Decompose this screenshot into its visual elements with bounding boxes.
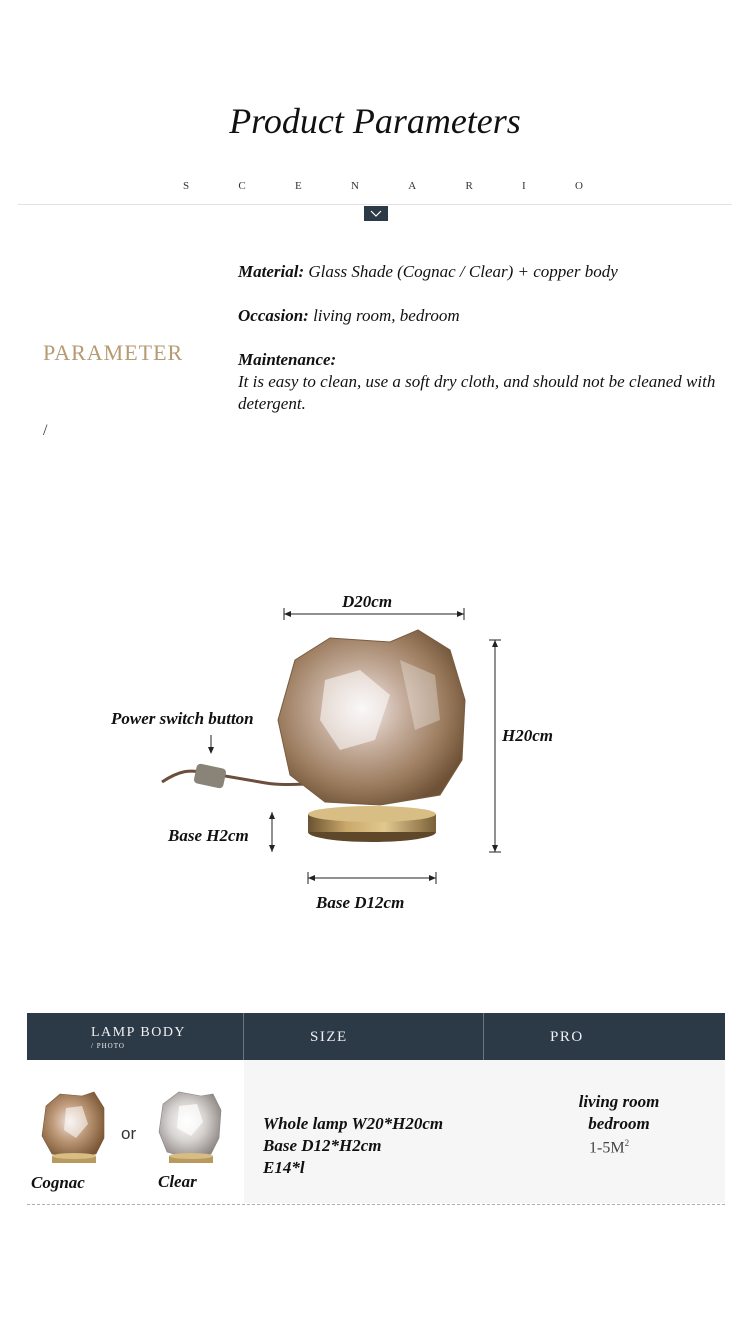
maintenance-label: Maintenance:	[238, 350, 337, 369]
maintenance-spec	[238, 349, 750, 415]
occasion-label: Occasion:	[238, 306, 309, 325]
column-divider	[483, 1013, 484, 1060]
or-separator: or	[121, 1124, 137, 1143]
clear-label: Clear	[158, 1172, 197, 1191]
room-list	[560, 1091, 678, 1135]
nav-letter: S	[183, 180, 190, 192]
scroll-down-button[interactable]	[364, 206, 388, 221]
col-lamp-body: LAMP BODY	[91, 1025, 187, 1040]
divider	[18, 204, 732, 205]
diameter-label: D20cm	[342, 592, 393, 611]
cognac-lamp-image	[38, 1088, 108, 1168]
page-title: Product Parameters	[229, 101, 521, 141]
col-pro: PRO	[550, 1029, 584, 1045]
size-bulb: E14*l	[263, 1158, 305, 1177]
base-diameter-label: Base D12cm	[316, 893, 405, 912]
parameter-slash: /	[43, 422, 48, 439]
room-living: living room	[578, 1092, 660, 1111]
power-switch	[193, 763, 227, 789]
nav-letter: C	[238, 180, 246, 192]
area-number: 1-5M	[589, 1139, 625, 1157]
chevron-down-icon	[364, 206, 388, 221]
material-value: Glass Shade (Cognac / Clear) + copper body	[308, 262, 618, 281]
scenario-nav	[183, 180, 583, 192]
room-bedroom: bedroom	[588, 1114, 650, 1133]
power-switch-label: Power switch button	[111, 709, 254, 728]
size-list	[263, 1113, 443, 1179]
nav-letter: A	[408, 180, 417, 192]
cognac-label: Cognac	[31, 1173, 85, 1192]
occasion-value: living room, bedroom	[313, 306, 460, 325]
nav-letter: E	[295, 180, 302, 192]
base-height-label: Base H2cm	[168, 826, 249, 845]
material-spec	[238, 261, 618, 283]
spec-table-header	[27, 1013, 725, 1060]
nav-letter: I	[522, 180, 526, 192]
height-label: H20cm	[502, 726, 553, 745]
material-label: Material:	[238, 262, 305, 281]
occasion-spec	[238, 305, 460, 327]
area-value	[589, 1138, 629, 1157]
power-cord	[162, 771, 310, 784]
nav-letter: O	[574, 180, 583, 192]
size-base: Base D12*H2cm	[263, 1136, 382, 1155]
parameter-heading: PARAMETER	[43, 340, 184, 365]
nav-letter: N	[351, 180, 359, 192]
col-lamp-body-sub: / PHOTO	[91, 1042, 125, 1050]
area-unit-sup: 2	[624, 1138, 630, 1148]
nav-letter: R	[465, 180, 473, 192]
size-whole-lamp: Whole lamp W20*H20cm	[263, 1114, 444, 1133]
clear-lamp-image	[155, 1088, 225, 1168]
table-bottom-border	[27, 1204, 725, 1205]
maintenance-value: It is easy to clean, use a soft dry cloth, and should not be cleaned with detergent.	[238, 372, 716, 413]
column-divider	[243, 1013, 244, 1060]
col-size: SIZE	[310, 1029, 348, 1045]
